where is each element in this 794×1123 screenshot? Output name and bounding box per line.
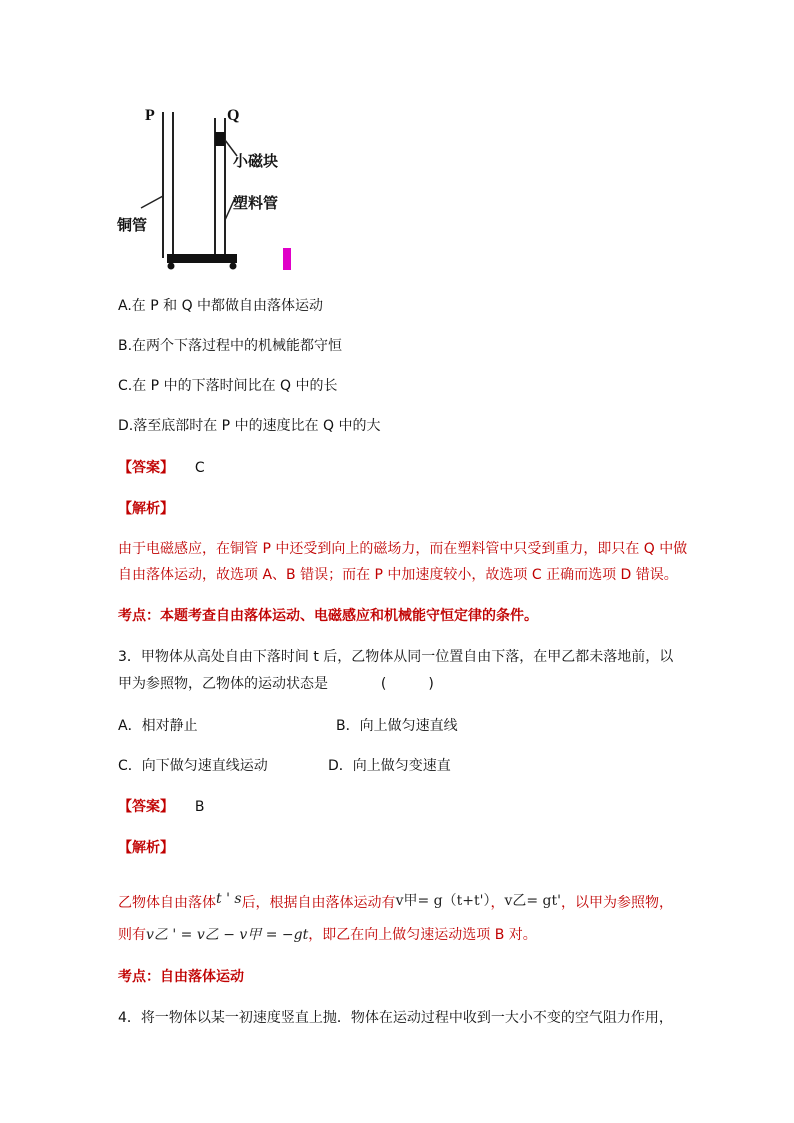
q3-option-c: C．向下做匀速直线运动 bbox=[118, 758, 268, 774]
label-p: P bbox=[145, 107, 155, 124]
answer-value: B bbox=[194, 799, 205, 815]
tube-figure bbox=[115, 100, 305, 275]
label-q: Q bbox=[227, 107, 240, 124]
q3-analysis-line1 bbox=[118, 889, 673, 913]
q2-analysis-tag: 【解析】 bbox=[118, 501, 174, 517]
formula-relative-velocity: v乙 ' = v乙 − v甲 = −gt bbox=[146, 927, 309, 943]
q3-answer bbox=[118, 797, 205, 817]
q3-option-a: A．相对静止 bbox=[118, 718, 198, 734]
q3-analysis-tag: 【解析】 bbox=[118, 840, 174, 856]
q3-stem-line1: 3．甲物体从高处自由下落时间 t 后，乙物体从同一位置自由下落，在甲乙都未落地前，以 bbox=[118, 649, 674, 665]
q3-option-d: D．向上做匀变速直 bbox=[328, 758, 451, 774]
q2-answer bbox=[118, 458, 205, 478]
q2-analysis-line2: 自由落体运动，故选项 A、B 错误；而在 P 中加速度较小，故选项 C 正确而选项 D 错误。 bbox=[118, 567, 678, 583]
q2-option-c: C.在 P 中的下落时间比在 Q 中的长 bbox=[118, 378, 338, 394]
q3-option-b: B．向上做匀速直线 bbox=[336, 718, 458, 734]
stand-foot-right bbox=[230, 263, 237, 270]
text-run: 则有 bbox=[118, 927, 146, 943]
q2-exam-point: 考点：本题考查自由落体运动、电磁感应和机械能守恒定律的条件。 bbox=[118, 608, 538, 624]
q2-option-d: D.落至底部时在 P 中的速度比在 Q 中的大 bbox=[118, 418, 381, 434]
label-magnet: 小磁块 bbox=[233, 152, 279, 170]
label-copper: 铜管 bbox=[117, 216, 148, 234]
q3-stem2-text: 甲为参照物，乙物体的运动状态是 bbox=[118, 676, 328, 692]
small-magnet bbox=[215, 132, 225, 146]
formula-v-jia: v甲= g（t+t'） bbox=[395, 893, 491, 909]
q3-answer-paren: ( ) bbox=[380, 676, 434, 692]
text-run: 后，根据自由落体运动有 bbox=[241, 895, 396, 911]
magenta-mark bbox=[283, 248, 291, 270]
q3-analysis-line2 bbox=[118, 925, 537, 945]
label-plastic: 塑料管 bbox=[233, 194, 279, 212]
q2-option-a: A.在 P 和 Q 中都做自由落体运动 bbox=[118, 298, 324, 314]
answer-value: C bbox=[194, 460, 205, 476]
formula-v-yi: v乙= gt' bbox=[504, 893, 561, 909]
q2-analysis-line1: 由于电磁感应，在铜管 P 中还受到向上的磁场力，而在塑料管中只受到重力，即只在 Q 中做 bbox=[118, 541, 688, 557]
text-run: ，即乙在向上做匀速运动选项 B 对。 bbox=[308, 927, 537, 943]
stand-base bbox=[167, 254, 237, 263]
answer-tag: 【答案】 bbox=[118, 799, 174, 815]
text-run: 乙物体自由落体 bbox=[118, 895, 216, 911]
q3-stem-line2 bbox=[118, 674, 434, 694]
q4-stem-line1: 4．将一物体以某一初速度竖直上抛．物体在运动过程中收到一大小不变的空气阻力作用， bbox=[118, 1010, 673, 1026]
formula-t: t ' s bbox=[216, 891, 242, 907]
text-run: ， bbox=[490, 895, 505, 911]
stand-foot-left bbox=[168, 263, 175, 270]
q3-exam-point: 考点：自由落体运动 bbox=[118, 969, 244, 985]
answer-tag: 【答案】 bbox=[118, 460, 174, 476]
q2-option-b: B.在两个下落过程中的机械能都守恒 bbox=[118, 338, 343, 354]
copper-pointer bbox=[141, 196, 163, 208]
text-run: ，以甲为参照物， bbox=[560, 895, 673, 911]
